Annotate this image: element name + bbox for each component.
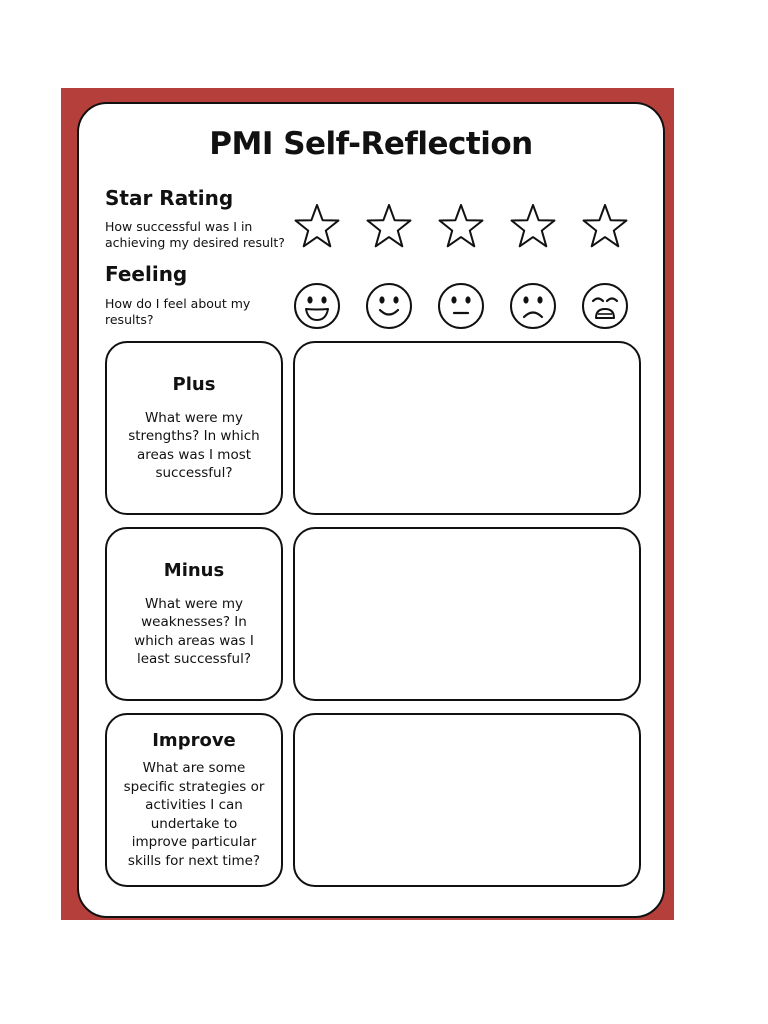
minus-answer-box[interactable] [293,527,641,701]
star-icon[interactable] [293,202,341,250]
plus-answer-box[interactable] [293,341,641,515]
star-icon[interactable] [581,202,629,250]
plus-label-box [105,341,283,515]
sad-face-icon[interactable] [509,282,557,330]
plus-question: What were my strengths? In which areas was I most successful? [128,409,260,481]
improve-heading: Improve [152,730,236,751]
very-happy-face-icon[interactable] [293,282,341,330]
star-rating-row [293,202,629,250]
star-icon[interactable] [509,202,557,250]
neutral-face-icon[interactable] [437,282,485,330]
minus-question: What were my weaknesses? In which areas was I least successful? [134,595,254,667]
feeling-heading: Feeling [105,262,188,286]
feeling-row [293,282,629,330]
star-rating-question: How successful was I in achieving my desired result? [105,219,285,250]
minus-label-box [105,527,283,701]
improve-question: What are some specific strategies or activities I can undertake to improve particular skills for next time? [123,760,265,869]
star-icon[interactable] [437,202,485,250]
star-icon[interactable] [365,202,413,250]
minus-heading: Minus [163,559,225,581]
improve-answer-box[interactable] [293,713,641,887]
happy-face-icon[interactable] [365,282,413,330]
star-rating-heading: Star Rating [105,186,234,210]
plus-heading: Plus [172,373,216,395]
improve-label-box [105,713,283,887]
very-sad-face-icon[interactable] [581,282,629,330]
worksheet-card [77,102,665,918]
page-title: PMI Self-Reflection [209,126,533,162]
feeling-question: How do I feel about my results? [105,296,251,327]
